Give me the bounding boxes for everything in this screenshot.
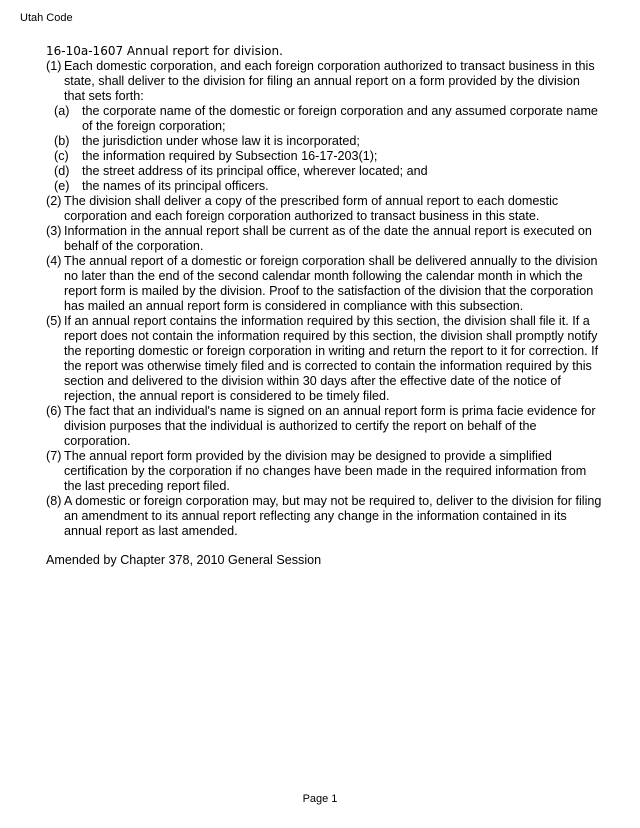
item-number: (e) — [54, 179, 70, 193]
section-title: 16-10a-1607 Annual report for division. — [46, 44, 283, 58]
section-content — [46, 44, 602, 568]
history-note: Amended by Chapter 378, 2010 General Session — [46, 553, 322, 567]
subsection-text: Information in the annual report shall be current as of the date the annual report is executed on behalf of the corporation. — [64, 224, 592, 253]
item-number: (c) — [54, 149, 69, 163]
subsection-number: (1) — [46, 59, 62, 73]
item-number: (d) — [54, 164, 70, 178]
item-1c — [54, 149, 602, 164]
item-text: the names of its principal officers. — [82, 179, 269, 193]
subsection-text: Each domestic corporation, and each foreign corporation authorized to transact business in this state, shall deliver to the division for filing an annual report on a form provided by the division that sets forth: — [64, 59, 595, 103]
item-1d — [54, 164, 602, 179]
item-1b — [54, 134, 602, 149]
subsection-number: (5) — [46, 314, 62, 328]
subsection-number: (2) — [46, 194, 62, 208]
subsection-text: The annual report form provided by the division may be designed to provide a simplified certification by the corporation if no changes have been made in the required information from the last preceding report filed. — [64, 449, 587, 493]
subsection-text: If an annual report contains the information required by this section, the division shall file it. If a report does not contain the information required by this section, the division shall promptly notify the reporting domestic or foreign corporation in writing and return the report to it for correction. If the report was otherwise timely filed and is corrected to contain the information required by this section and delivered to the division within 30 days after the effective date of the notice of rejection, the annual report is considered to be timely filed. — [64, 314, 599, 403]
item-text: the corporate name of the domestic or foreign corporation and any assumed corporate name of the foreign corporation; — [82, 104, 598, 133]
subsection-7 — [46, 449, 602, 494]
subsection-text: The fact that an individual's name is signed on an annual report form is prima facie evidence for division purposes that the individual is authorized to certify the report on behalf of the corporation. — [64, 404, 596, 448]
subsection-text: A domestic or foreign corporation may, but may not be required to, deliver to the division for filing an amendment to its annual report reflecting any change in the information contained in its annual report as last amended. — [64, 494, 602, 538]
subsection-text: The division shall deliver a copy of the prescribed form of annual report to each domestic corporation and each foreign corporation authorized to transact business in this state. — [64, 194, 559, 223]
subsection-4 — [46, 254, 602, 314]
subsection-number: (6) — [46, 404, 62, 418]
item-1a — [54, 104, 602, 134]
subsection-number: (7) — [46, 449, 62, 463]
item-number: (a) — [54, 104, 70, 118]
subsection-number: (3) — [46, 224, 62, 238]
item-number: (b) — [54, 134, 70, 148]
subsection-1 — [46, 59, 602, 104]
item-text: the jurisdiction under whose law it is incorporated; — [82, 134, 360, 148]
subsection-5 — [46, 314, 602, 404]
subsection-number: (8) — [46, 494, 62, 508]
subsection-number: (4) — [46, 254, 62, 268]
subsection-8 — [46, 494, 602, 539]
subsection-6 — [46, 404, 602, 449]
item-text: the street address of its principal office, wherever located; and — [82, 164, 428, 178]
document-header: Utah Code — [20, 12, 73, 24]
subsection-3 — [46, 224, 602, 254]
item-text: the information required by Subsection 16-17-203(1); — [82, 149, 378, 163]
subsection-2 — [46, 194, 602, 224]
item-1e — [54, 179, 602, 194]
page-number: Page 1 — [302, 793, 338, 805]
subsection-text: The annual report of a domestic or foreign corporation shall be delivered annually to the division no later than the end of the second calendar month following the calendar month in which the report form is mailed by the division. Proof to the satisfaction of the division that the corporation has mailed an annual report form is considered in compliance with this subsection. — [64, 254, 598, 313]
